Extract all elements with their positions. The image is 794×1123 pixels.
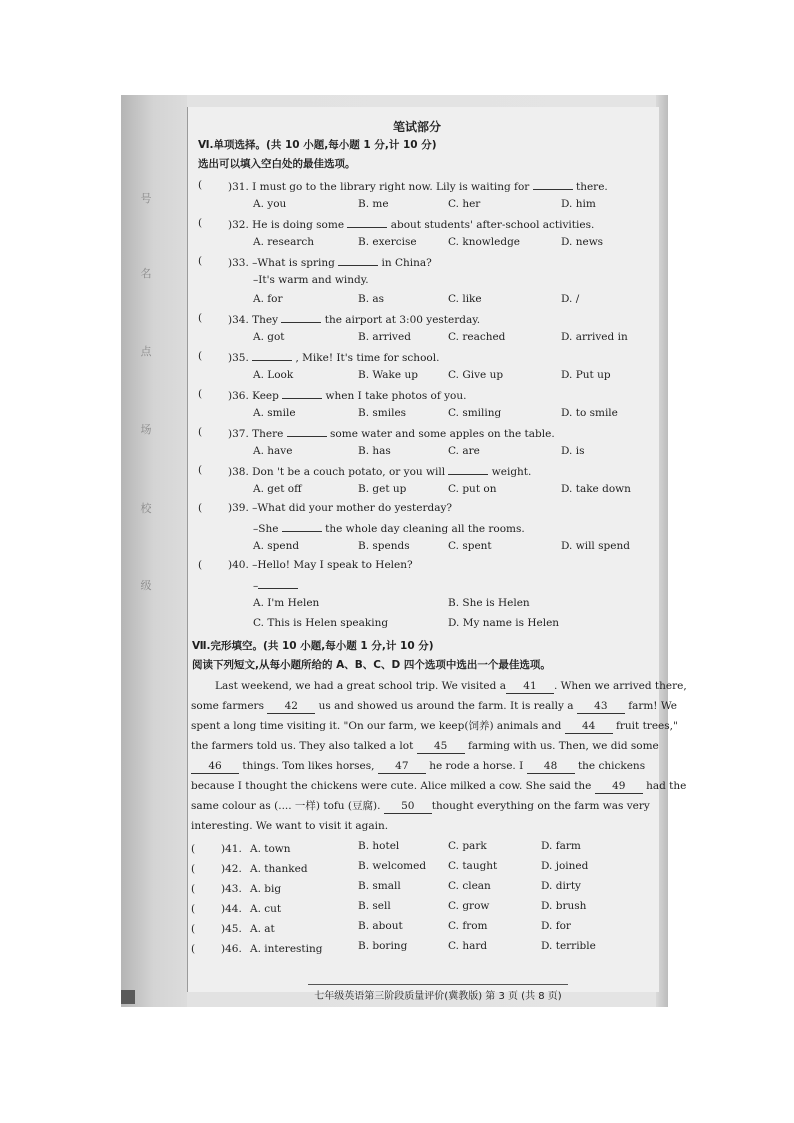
option: D. farm — [541, 840, 581, 852]
option: D. joined — [541, 860, 589, 872]
option: C. spent — [448, 540, 492, 552]
answer-blank — [281, 312, 321, 323]
blank-41: 41 — [506, 680, 554, 694]
question-number: )46. — [221, 943, 242, 955]
blank-43: 43 — [577, 700, 625, 714]
option: C. are — [448, 445, 480, 457]
blank-45: 45 — [417, 740, 465, 754]
option: C. grow — [448, 900, 490, 912]
passage-line: the farmers told us. They also talked a lot 45 farming with us. Then, we did some — [191, 740, 659, 752]
option: A. get off — [253, 483, 302, 495]
answer-paren[interactable]: ( — [198, 179, 203, 191]
section7-title: Ⅶ.完形填空。(共 10 小题,每小题 1 分,计 10 分) — [192, 640, 434, 652]
question-number: )43. — [221, 883, 242, 895]
option: A. at — [250, 923, 275, 935]
option: A. research — [253, 236, 315, 248]
answer-paren[interactable]: ( — [198, 217, 203, 229]
section6-title: Ⅵ.单项选择。(共 10 小题,每小题 1 分,计 10 分) — [198, 139, 437, 151]
option: A. smile — [253, 407, 296, 419]
option: C. Give up — [448, 369, 504, 381]
answer-paren[interactable]: ( — [198, 502, 203, 514]
option: B. small — [358, 880, 401, 892]
option: A. for — [253, 293, 283, 305]
exam-page — [187, 107, 687, 1002]
answer-blank — [533, 179, 573, 190]
option: D. / — [561, 293, 580, 305]
question-stem: )33. –What is spring in China? — [228, 257, 432, 269]
option: D. is — [561, 445, 585, 457]
blank-49: 49 — [595, 780, 643, 794]
answer-paren[interactable]: ( — [198, 255, 203, 267]
option: C. like — [448, 293, 482, 305]
option: A. I'm Helen — [253, 597, 320, 609]
option: C. put on — [448, 483, 497, 495]
option: A. interesting — [250, 943, 323, 955]
binding-label: 点 — [140, 345, 152, 358]
question-stem: )40. –Hello! May I speak to Helen? — [228, 559, 413, 571]
question-number: )41. — [221, 843, 242, 855]
option: C. her — [448, 198, 481, 210]
passage-line: some farmers 42 us and showed us around the farm. It is really a 43 farm! We — [191, 700, 678, 712]
answer-paren[interactable]: ( — [198, 426, 203, 438]
answer-paren[interactable]: ( — [191, 923, 196, 935]
binding-label: 名 — [140, 267, 152, 280]
option: D. will spend — [561, 540, 630, 552]
option: C. reached — [448, 331, 506, 343]
option: B. exercise — [358, 236, 417, 248]
answer-paren[interactable]: ( — [198, 559, 203, 571]
option: B. smiles — [358, 407, 407, 419]
option: C. park — [448, 840, 487, 852]
option: B. spends — [358, 540, 410, 552]
answer-paren[interactable]: ( — [191, 903, 196, 915]
option: B. get up — [358, 483, 407, 495]
option: C. from — [448, 920, 488, 932]
passage-line: because I thought the chickens were cute. Alice milked a cow. She said the 49 had the — [191, 780, 687, 792]
answer-paren[interactable]: ( — [191, 843, 196, 855]
option: A. got — [253, 331, 285, 343]
option: C. taught — [448, 860, 498, 872]
option: C. clean — [448, 880, 491, 892]
binding-strip — [121, 95, 187, 1007]
answer-blank — [252, 350, 292, 361]
scanned-photo — [121, 95, 687, 1007]
option: D. terrible — [541, 940, 596, 952]
question-stem: )37. There some water and some apples on the table. — [228, 428, 555, 440]
option: D. dirty — [541, 880, 581, 892]
answer-blank — [282, 388, 322, 399]
blank-47: 47 — [378, 760, 426, 774]
option: C. This is Helen speaking — [253, 617, 389, 629]
option: B. welcomed — [358, 860, 427, 872]
option: D. him — [561, 198, 596, 210]
answer-paren[interactable]: ( — [191, 863, 196, 875]
answer-blank — [258, 578, 298, 589]
binding-label: 级 — [140, 579, 152, 592]
blank-44: 44 — [565, 720, 613, 734]
binding-label: 号 — [140, 192, 152, 205]
option: D. arrived in — [561, 331, 628, 343]
option: A. town — [250, 843, 291, 855]
answer-paren[interactable]: ( — [198, 350, 203, 362]
passage-line: interesting. We want to visit it again. — [191, 820, 389, 832]
answer-paren[interactable]: ( — [198, 464, 203, 476]
option: B. as — [358, 293, 385, 305]
question-stem: )34. They the airport at 3:00 yesterday. — [228, 314, 481, 326]
question-stem: )36. Keep when I take photos of you. — [228, 390, 467, 402]
blank-48: 48 — [527, 760, 575, 774]
option: D. news — [561, 236, 604, 248]
option: C. hard — [448, 940, 488, 952]
option: A. cut — [250, 903, 282, 915]
question-number: )45. — [221, 923, 242, 935]
answer-paren[interactable]: ( — [191, 883, 196, 895]
question-stem: )38. Don 't be a couch potato, or you will weight. — [228, 466, 532, 478]
option: D. to smile — [561, 407, 618, 419]
answer-blank — [282, 521, 322, 532]
question-stem: )39. –What did your mother do yesterday? — [228, 502, 453, 514]
option: D. My name is Helen — [448, 617, 560, 629]
option: A. thanked — [250, 863, 308, 875]
option: B. She is Helen — [448, 597, 530, 609]
section7-instruction: 阅读下列短文,从每小题所给的 A、B、C、D 四个选项中选出一个最佳选项。 — [192, 659, 551, 671]
question-line: –It's warm and windy. — [253, 274, 369, 286]
option: B. about — [358, 920, 403, 932]
page-title: 笔试部分 — [393, 120, 442, 134]
option: D. Put up — [561, 369, 611, 381]
answer-blank — [338, 255, 378, 266]
answer-paren[interactable]: ( — [198, 388, 203, 400]
option: D. brush — [541, 900, 587, 912]
question-line: –She the whole day cleaning all the rooms. — [253, 523, 525, 535]
question-stem: )32. He is doing some about students' after-school activities. — [228, 219, 595, 231]
option: A. big — [250, 883, 282, 895]
binding-label: 场 — [140, 423, 152, 436]
option: B. hotel — [358, 840, 400, 852]
option: A. have — [253, 445, 293, 457]
section6-instruction: 选出可以填入空白处的最佳选项。 — [198, 158, 356, 170]
option: B. Wake up — [358, 369, 418, 381]
option: B. arrived — [358, 331, 411, 343]
option: B. boring — [358, 940, 408, 952]
photo-corner-mark — [121, 990, 135, 1004]
option: A. you — [253, 198, 287, 210]
question-stem: )31. I must go to the library right now. Lily is waiting for there. — [228, 181, 608, 193]
option: A. Look — [253, 369, 294, 381]
passage-line: spent a long time visiting it. "On our farm, we keep(饲养) animals and 44 fruit trees," — [191, 720, 678, 732]
blank-46: 46 — [191, 760, 239, 774]
passage-line: Last weekend, we had a great school trip. We visited a 41 . When we arrived there, — [215, 680, 687, 692]
passage-line: 46 things. Tom likes horses, 47 he rode a horse. I 48 the chickens — [191, 760, 645, 774]
page-footer: 七年级英语第三阶段质量评价(冀教版) 第 3 页 (共 8 页) — [308, 984, 568, 1003]
option: C. knowledge — [448, 236, 520, 248]
answer-blank — [347, 217, 387, 228]
question-number: )44. — [221, 903, 242, 915]
blank-42: 42 — [267, 700, 315, 714]
option: D. for — [541, 920, 571, 932]
question-stem: )35. , Mike! It's time for school. — [228, 352, 440, 364]
answer-paren[interactable]: ( — [198, 312, 203, 324]
blank-50: 50 — [384, 800, 432, 814]
option: D. take down — [561, 483, 631, 495]
option: B. me — [358, 198, 389, 210]
option: B. sell — [358, 900, 391, 912]
option: C. smiling — [448, 407, 502, 419]
passage-line: same colour as (.... 一样) tofu (豆腐). 50 thought everything on the farm was very — [191, 800, 650, 812]
option: B. has — [358, 445, 391, 457]
binding-label: 校 — [140, 502, 152, 515]
answer-blank — [448, 464, 488, 475]
question-line: – — [253, 578, 298, 593]
question-number: )42. — [221, 863, 242, 875]
answer-paren[interactable]: ( — [191, 943, 196, 955]
answer-blank — [287, 426, 327, 437]
option: A. spend — [253, 540, 300, 552]
